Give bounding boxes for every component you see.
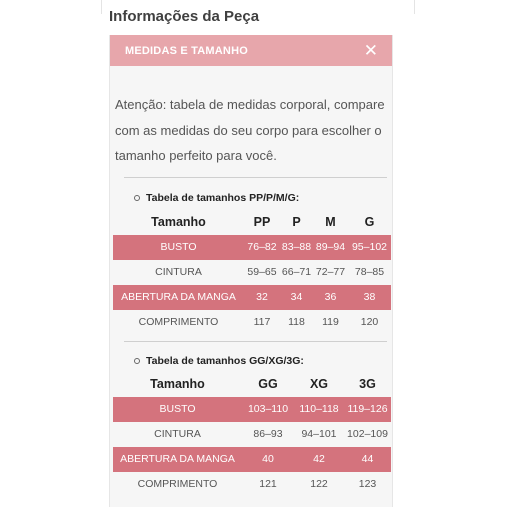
- row-label: ABERTURA DA MANGA: [113, 447, 242, 472]
- table-cell: 102–109: [347, 428, 388, 440]
- table-row: [113, 310, 391, 335]
- size-table-heading: [134, 191, 392, 205]
- table-row: [113, 472, 391, 497]
- table-cell: 36: [313, 285, 348, 310]
- table-cell: 94–101: [301, 428, 337, 440]
- table-cell: 95–102: [348, 235, 391, 260]
- table-cell: 119–126: [344, 397, 391, 422]
- table-cell: 123: [358, 478, 377, 490]
- measurement-notice: Atenção: tabela de medidas corporal, compare com as medidas do seu corpo para escolher o tamanho perfeito para você.: [115, 97, 385, 163]
- table-cell: 86–93: [253, 428, 283, 440]
- table-header-cell: Tamanho: [151, 215, 206, 229]
- size-table-section-2: [110, 342, 392, 497]
- table-header-cell: Tamanho: [150, 377, 205, 391]
- table-cell: 76–82: [244, 235, 280, 260]
- table-header-cell: M: [325, 215, 336, 229]
- table-cell: 34: [280, 285, 313, 310]
- page-title: Informações da Peça: [109, 8, 260, 25]
- table-cell: 42: [294, 447, 344, 472]
- panel-header[interactable]: [110, 35, 392, 66]
- table-cell: 32: [244, 285, 280, 310]
- table-cell: 89–94: [313, 235, 348, 260]
- size-table-heading: [134, 354, 392, 368]
- table-header-cell: GG: [258, 377, 278, 391]
- bullet-icon: [134, 195, 140, 201]
- table-cell: 59–65: [247, 266, 277, 278]
- size-table-pp-g: [113, 210, 391, 335]
- table-cell: 119: [322, 316, 339, 328]
- table-cell: 120: [360, 316, 379, 328]
- row-label: BUSTO: [113, 235, 244, 260]
- table-cell: 118: [288, 316, 305, 328]
- table-row: [113, 285, 391, 310]
- table-row: [113, 397, 391, 422]
- table-cell: 40: [242, 447, 294, 472]
- row-label: CINTURA: [154, 428, 201, 440]
- table-cell: 122: [310, 478, 328, 490]
- table-row: [113, 447, 391, 472]
- table-row: [113, 235, 391, 260]
- size-table-heading-text: Tabela de tamanhos PP/P/M/G:: [146, 191, 300, 204]
- table-cell: 83–88: [280, 235, 313, 260]
- table-header-cell: 3G: [359, 377, 376, 391]
- table-cell: 38: [348, 285, 391, 310]
- size-table-section-1: [110, 178, 392, 335]
- close-icon[interactable]: ✕: [363, 41, 378, 60]
- table-cell: 117: [253, 316, 271, 328]
- table-cell: 78–85: [354, 266, 385, 278]
- table-cell: 44: [344, 447, 391, 472]
- table-row: [113, 422, 391, 447]
- table-cell: 121: [259, 478, 277, 490]
- row-label: COMPRIMENTO: [137, 478, 218, 490]
- row-label: CINTURA: [155, 266, 202, 278]
- size-table-heading-text: Tabela de tamanhos GG/XG/3G:: [146, 354, 304, 367]
- bullet-icon: [134, 358, 140, 364]
- table-cell: 66–71: [281, 266, 312, 278]
- table-header-row: [113, 210, 391, 235]
- table-header-cell: XG: [309, 377, 329, 391]
- table-header-cell: G: [364, 215, 375, 229]
- row-label: ABERTURA DA MANGA: [113, 285, 244, 310]
- table-cell: 103–110: [242, 397, 294, 422]
- table-cell: 110–118: [294, 397, 344, 422]
- table-header-row: [113, 372, 391, 397]
- table-cell: 72–77: [315, 266, 346, 278]
- size-info-panel: [109, 35, 393, 507]
- frame-border-left: [101, 0, 102, 14]
- table-row: [113, 260, 391, 285]
- panel-header-title: MEDIDAS E TAMANHO: [125, 44, 248, 57]
- table-header-cell: P: [292, 215, 301, 229]
- row-label: COMPRIMENTO: [138, 316, 219, 328]
- frame-border-right: [414, 0, 415, 14]
- row-label: BUSTO: [113, 397, 242, 422]
- table-header-cell: PP: [253, 215, 271, 229]
- size-table-gg-3g: [113, 372, 391, 497]
